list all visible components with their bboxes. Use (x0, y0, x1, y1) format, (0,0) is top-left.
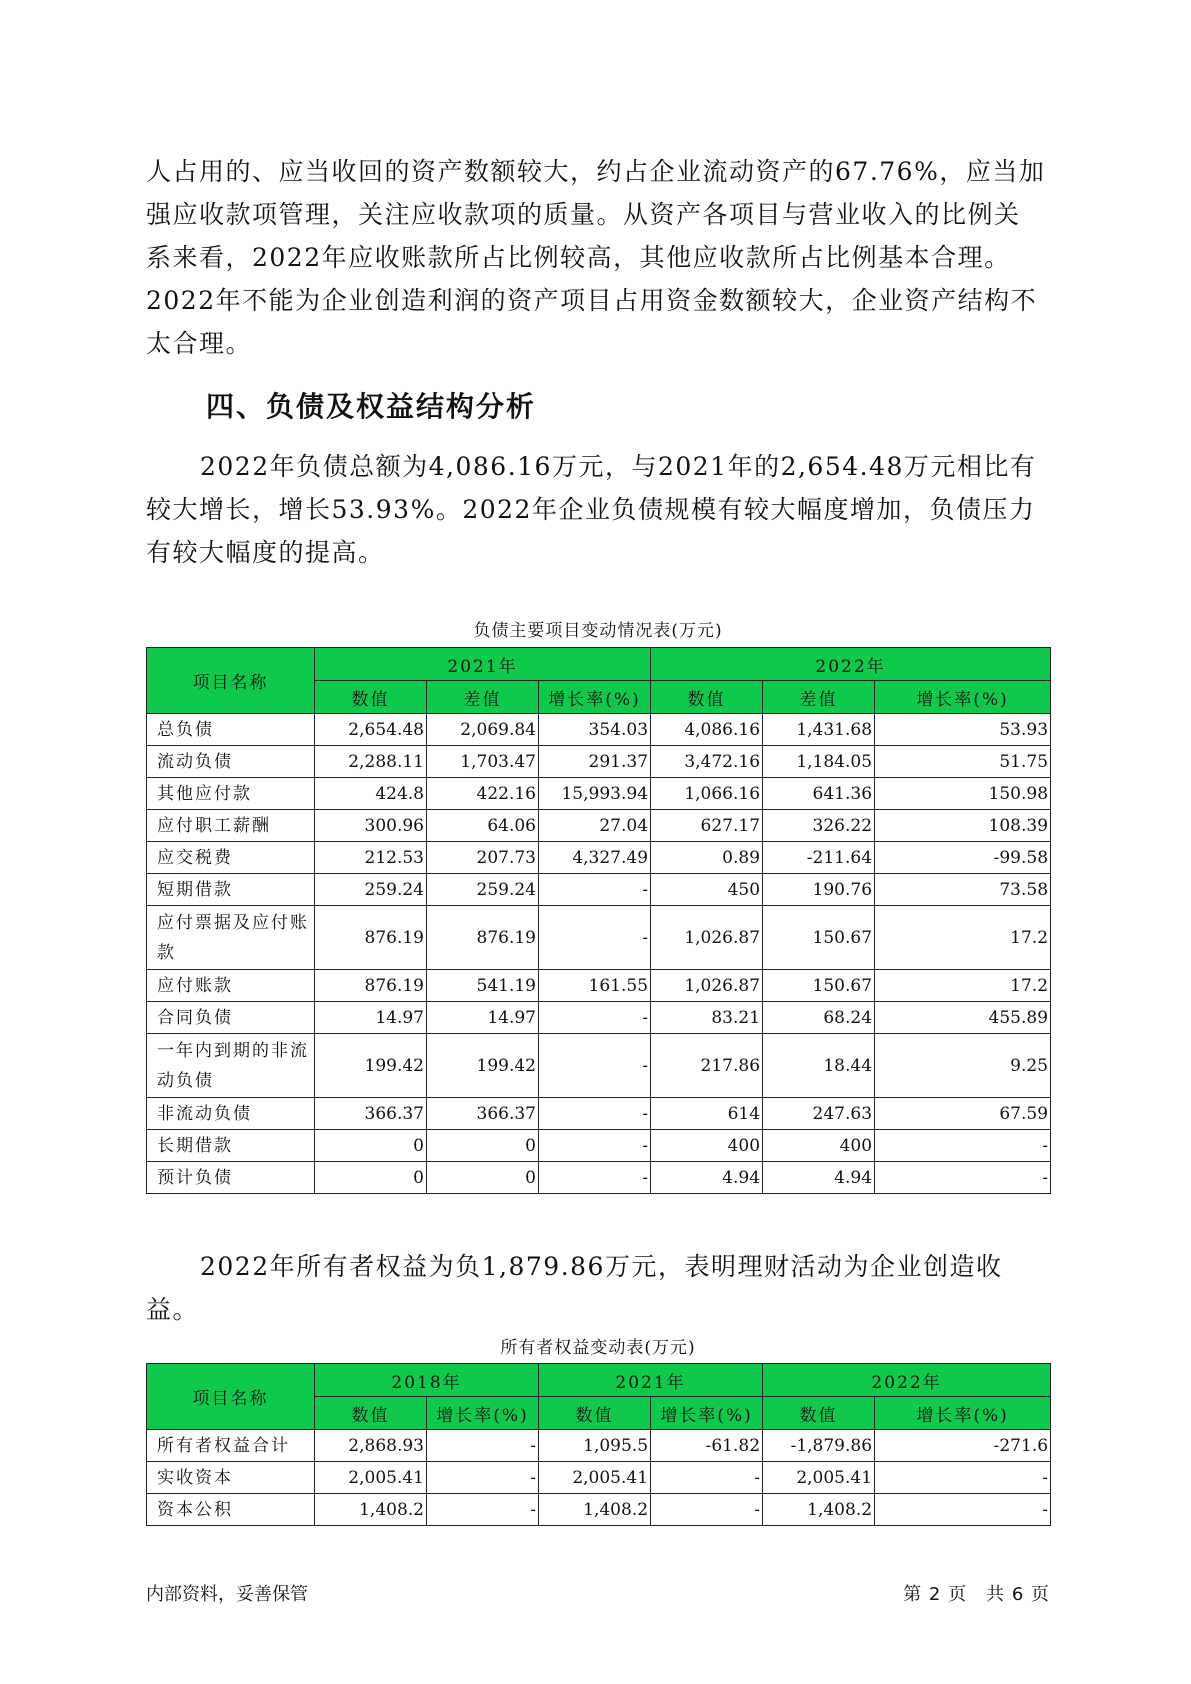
table-cell: -211.64 (763, 842, 875, 874)
row-item-name: 短期借款 (147, 874, 315, 906)
table-cell: 68.24 (763, 1002, 875, 1034)
table-cell: 4.94 (763, 1162, 875, 1194)
table-cell: 0 (427, 1162, 539, 1194)
table-cell: 455.89 (875, 1002, 1051, 1034)
table-row (147, 1034, 1051, 1098)
table-row (147, 1462, 1051, 1494)
table-row (147, 1098, 1051, 1130)
header-year-2018: 2018年 (315, 1364, 539, 1397)
table-cell: - (539, 906, 651, 970)
table-caption-liabilities: 负债主要项目变动情况表(万元) (473, 621, 723, 641)
table-cell: 2,005.41 (539, 1462, 651, 1494)
table-cell: 1,408.2 (763, 1494, 875, 1526)
table-cell: 366.37 (315, 1098, 427, 1130)
table-row (147, 1162, 1051, 1194)
table-cell: - (539, 874, 651, 906)
subheader-value: 数值 (315, 681, 427, 714)
table-cell: 150.67 (763, 906, 875, 970)
header-year-2021: 2021年 (539, 1364, 763, 1397)
subheader-difference: 差值 (763, 681, 875, 714)
subheader-growth-rate: 增长率(%) (875, 681, 1051, 714)
table-cell: 450 (651, 874, 763, 906)
table-cell: 108.39 (875, 810, 1051, 842)
table-cell: 641.36 (763, 778, 875, 810)
table-row (147, 1130, 1051, 1162)
table-cell: 14.97 (427, 1002, 539, 1034)
header-year-2022: 2022年 (651, 648, 1051, 681)
row-item-name: 所有者权益合计 (147, 1430, 315, 1462)
header-year-2021: 2021年 (315, 648, 651, 681)
table-row (147, 1002, 1051, 1034)
row-item-name: 非流动负债 (147, 1098, 315, 1130)
subheader-growth-rate: 增长率(%) (427, 1397, 539, 1430)
table-cell: 1,095.5 (539, 1430, 651, 1462)
row-item-name: 资本公积 (147, 1494, 315, 1526)
table-cell: 247.63 (763, 1098, 875, 1130)
table-row (147, 746, 1051, 778)
table-cell: 9.25 (875, 1034, 1051, 1098)
liabilities-table (146, 647, 1051, 1194)
table-cell: 207.73 (427, 842, 539, 874)
table-cell: 15,993.94 (539, 778, 651, 810)
table-cell: - (875, 1462, 1051, 1494)
table-row (147, 906, 1051, 970)
table-cell: -99.58 (875, 842, 1051, 874)
table-cell: 259.24 (315, 874, 427, 906)
table-caption-equity: 所有者权益变动表(万元) (500, 1338, 696, 1358)
table-cell: 4,327.49 (539, 842, 651, 874)
subheader-difference: 差值 (427, 681, 539, 714)
row-item-name: 应付账款 (147, 970, 315, 1002)
row-item-name: 总负债 (147, 714, 315, 746)
table-cell: 627.17 (651, 810, 763, 842)
table-cell: 3,472.16 (651, 746, 763, 778)
paragraph-equity-summary: 2022年所有者权益为负1,879.86万元，表明理财活动为企业创造收益。 (146, 1252, 1003, 1324)
row-item-name: 其他应付款 (147, 778, 315, 810)
table-cell: 541.19 (427, 970, 539, 1002)
subheader-value: 数值 (315, 1397, 427, 1430)
table-cell: 400 (651, 1130, 763, 1162)
table-cell: - (427, 1430, 539, 1462)
table-cell: 326.22 (763, 810, 875, 842)
table-cell: 876.19 (315, 970, 427, 1002)
table-cell: - (651, 1494, 763, 1526)
table-cell: 17.2 (875, 970, 1051, 1002)
table-row (147, 842, 1051, 874)
table-cell: 4.94 (651, 1162, 763, 1194)
row-item-name: 实收资本 (147, 1462, 315, 1494)
row-item-name: 应交税费 (147, 842, 315, 874)
table-cell: - (427, 1462, 539, 1494)
table-cell: 2,868.93 (315, 1430, 427, 1462)
table-row (147, 778, 1051, 810)
table-cell: 2,288.11 (315, 746, 427, 778)
table-cell: 400 (763, 1130, 875, 1162)
table-cell: 150.67 (763, 970, 875, 1002)
table-cell: 217.86 (651, 1034, 763, 1098)
table-cell: 64.06 (427, 810, 539, 842)
table-cell: 259.24 (427, 874, 539, 906)
table-row (147, 1494, 1051, 1526)
table-row (147, 1430, 1051, 1462)
paragraph-asset-analysis: 人占用的、应当收回的资产数额较大，约占企业流动资产的67.76%，应当加强应收款项管理，关注应收款项的质量。从资产各项目与营业收入的比例关系来看，2022年应收账款所占比例较高，其他应收款所占比例基本合理。2022年不能为企业创造利润的资产项目占用资金数额较大，企业资产结构不太合理。 (146, 157, 1046, 358)
table-cell: - (651, 1462, 763, 1494)
table-cell: 1,026.87 (651, 906, 763, 970)
table-row (147, 810, 1051, 842)
table-cell: 212.53 (315, 842, 427, 874)
table-cell: 1,026.87 (651, 970, 763, 1002)
table-header-row (147, 1364, 1051, 1397)
table-cell: - (539, 1162, 651, 1194)
table-cell: - (539, 1002, 651, 1034)
subheader-value: 数值 (763, 1397, 875, 1430)
table-cell: 17.2 (875, 906, 1051, 970)
table-cell: -271.6 (875, 1430, 1051, 1462)
table-row (147, 874, 1051, 906)
subheader-value: 数值 (539, 1397, 651, 1430)
table-cell: 73.58 (875, 874, 1051, 906)
table-cell: 2,005.41 (763, 1462, 875, 1494)
table-cell: 1,431.68 (763, 714, 875, 746)
table-cell: 67.59 (875, 1098, 1051, 1130)
table-cell: 876.19 (315, 906, 427, 970)
table-cell: - (875, 1162, 1051, 1194)
table-cell: 614 (651, 1098, 763, 1130)
table-cell: 199.42 (427, 1034, 539, 1098)
table-cell: -61.82 (651, 1430, 763, 1462)
table-cell: 0 (315, 1130, 427, 1162)
table-cell: 150.98 (875, 778, 1051, 810)
table-cell: - (427, 1494, 539, 1526)
table-cell: 51.75 (875, 746, 1051, 778)
table-cell: - (539, 1098, 651, 1130)
table-cell: 424.8 (315, 778, 427, 810)
section-heading: 四、负债及权益结构分析 (206, 390, 537, 423)
row-item-name: 应付票据及应付账款 (147, 906, 315, 970)
row-item-name: 预计负债 (147, 1162, 315, 1194)
table-cell: 1,408.2 (315, 1494, 427, 1526)
table-cell: 300.96 (315, 810, 427, 842)
table-cell: -1,879.86 (763, 1430, 875, 1462)
equity-table (146, 1363, 1051, 1526)
table-cell: - (539, 1130, 651, 1162)
table-cell: 354.03 (539, 714, 651, 746)
table-cell: 1,408.2 (539, 1494, 651, 1526)
table-cell: 0 (315, 1162, 427, 1194)
table-row (147, 714, 1051, 746)
table-cell: 27.04 (539, 810, 651, 842)
subheader-growth-rate: 增长率(%) (651, 1397, 763, 1430)
table-cell: 0.89 (651, 842, 763, 874)
row-item-name: 合同负债 (147, 1002, 315, 1034)
table-cell: 0 (427, 1130, 539, 1162)
table-cell: - (875, 1130, 1051, 1162)
table-cell: - (875, 1494, 1051, 1526)
row-item-name: 流动负债 (147, 746, 315, 778)
table-cell: - (539, 1034, 651, 1098)
table-cell: 1,703.47 (427, 746, 539, 778)
table-cell: 2,654.48 (315, 714, 427, 746)
table-cell: 83.21 (651, 1002, 763, 1034)
table-cell: 366.37 (427, 1098, 539, 1130)
table-cell: 422.16 (427, 778, 539, 810)
header-year-2022: 2022年 (763, 1364, 1051, 1397)
table-header-row (147, 648, 1051, 681)
header-item-name: 项目名称 (147, 1364, 315, 1430)
table-cell: 161.55 (539, 970, 651, 1002)
footer-page-number: 第 2 页 共 6 页 (903, 1584, 1050, 1605)
subheader-growth-rate: 增长率(%) (539, 681, 651, 714)
table-cell: 14.97 (315, 1002, 427, 1034)
table-cell: 199.42 (315, 1034, 427, 1098)
table-cell: 190.76 (763, 874, 875, 906)
table-cell: 2,069.84 (427, 714, 539, 746)
footer-confidential-note: 内部资料，妥善保管 (146, 1584, 308, 1605)
table-cell: 876.19 (427, 906, 539, 970)
subheader-growth-rate: 增长率(%) (875, 1397, 1051, 1430)
table-cell: 18.44 (763, 1034, 875, 1098)
table-row (147, 970, 1051, 1002)
paragraph-liability-summary: 2022年负债总额为4,086.16万元，与2021年的2,654.48万元相比有较大增长，增长53.93%。2022年企业负债规模有较大幅度增加，负债压力有较大幅度的提高。 (146, 452, 1037, 567)
table-cell: 4,086.16 (651, 714, 763, 746)
row-item-name: 长期借款 (147, 1130, 315, 1162)
row-item-name: 一年内到期的非流动负债 (147, 1034, 315, 1098)
table-cell: 1,066.16 (651, 778, 763, 810)
table-cell: 1,184.05 (763, 746, 875, 778)
header-item-name: 项目名称 (147, 648, 315, 714)
subheader-value: 数值 (651, 681, 763, 714)
table-cell: 291.37 (539, 746, 651, 778)
table-cell: 2,005.41 (315, 1462, 427, 1494)
row-item-name: 应付职工薪酬 (147, 810, 315, 842)
table-cell: 53.93 (875, 714, 1051, 746)
